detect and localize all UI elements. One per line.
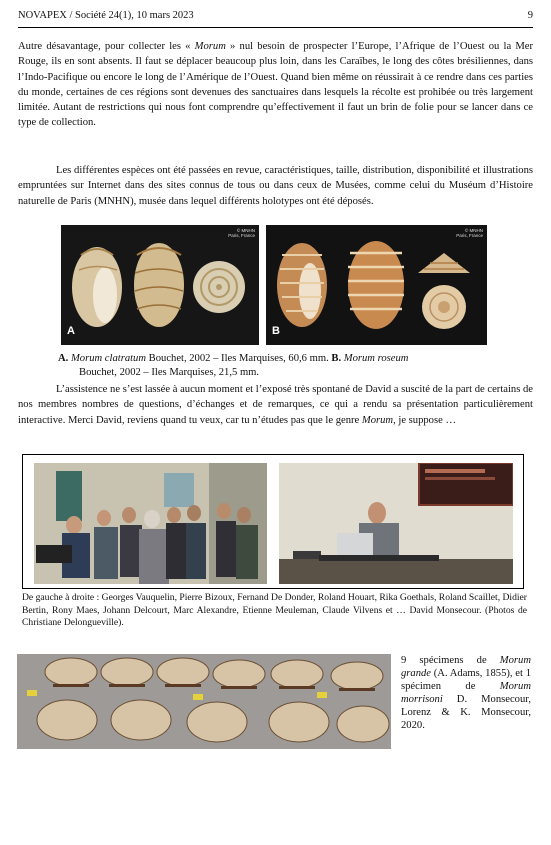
- shell-photo-a: [61, 225, 259, 345]
- shell-illustration-b: [266, 225, 487, 345]
- figure-label-b: B: [272, 325, 280, 337]
- audience-illustration: [34, 463, 267, 584]
- genus-name: Morum: [194, 41, 226, 52]
- page-number: 9: [527, 10, 533, 21]
- caption-marker-b: B.: [331, 353, 342, 364]
- speaker-photo: [279, 463, 513, 584]
- paragraph-collecting-difficulty: Autre désavantage, pour collecter les « Morum » nul besoin de prospecter l’Europe, l’Afrique de l’Ouest ou la Mer Rouge, ils en sont absents. Il faut se déplacer beaucoup plus loin, dans les Caraïbes, le long des côtes brésiliennes, dans l’Indo-Pacifique ou encore le long de l’Amérique de l’Ouest. Quand bien même on réussirait à ce rendre dans ces parties du monde, certaines de ces régions sont devenues des sanctuaires dans lesquels la récolte est prohibée ou très largement limitée. Autant de restrictions qui nous font comprendre qu’effectivement il faut un brin de folie pour se lancer dans ce type de collection.: [18, 41, 534, 129]
- copyright-b: © MNHN Paris, France: [456, 228, 483, 238]
- species-name-grande: Morum grande: [401, 655, 531, 679]
- paragraph-audience: L’assistence ne s’est lassée à aucun moment et l’exposé très spontané de David a suscité de la part de certains de nos membres nombres de questions, d’échanges et de remarques, ce qui a rendu sa présentation particulièrement interactive. Merci David, reviens quand tu veux, car tu n’études pas que le genre Morum, je suppose …: [18, 384, 533, 426]
- figure-label-a: A: [67, 325, 75, 337]
- morum-grande-photo: [17, 654, 391, 749]
- morum-grande-caption: 9 spécimens de Morum grande (A. Adams, 1855), et 1 spécimen de Morum morrisoni D. Monsecour, Lorenz & K. Monsecour, 2020.: [401, 655, 531, 731]
- species-name-morrisoni: Morum morrisoni: [401, 681, 531, 705]
- header-rule: [18, 27, 533, 28]
- shell-illustration-a: [61, 225, 259, 345]
- paragraph-species-review: Les différentes espèces ont été passées en revue, caractéristiques, taille, distribution, disponibilité et illustrations empruntées sur Internet dans des sites connus de tous ou dans ceux de Musées, comme celui du Muséum d’Histoire naturelle de Paris (MNHN), musée dans lequel différents holotypes ont été déposés.: [18, 165, 533, 207]
- journal-citation: NOVAPEX / Société 24(1), 10 mars 2023: [18, 10, 194, 21]
- shell-figure-caption: A. Morum clatratum Bouchet, 2002 – Iles Marquises, 60,6 mm. B. Morum roseum Bouchet, 2002 – Iles Marquises, 21,5 mm.: [58, 353, 409, 378]
- species-name-a: Morum clatratum: [70, 353, 147, 364]
- people-caption: De gauche à droite : Georges Vauquelin, Pierre Bizoux, Fernand De Donder, Roland Houart, Rika Goethals, Roland Scaillet, Didier Bertin, Rony Maes, Johann Delcourt, Marc Alexandre, Etienne Meuleman, Claude Vilvens et … David Monsecour. (Photos de Christiane Delongueville).: [22, 592, 527, 628]
- genus-name: Morum: [361, 414, 394, 426]
- species-name-b: Morum roseum: [343, 353, 409, 364]
- shell-photo-b: [266, 225, 487, 345]
- caption-marker-a: A.: [58, 353, 69, 364]
- copyright-a: © MNHN Paris, France: [228, 228, 255, 238]
- audience-photo: [34, 463, 267, 584]
- speaker-illustration: [279, 463, 513, 584]
- morum-grande-illustration: [17, 654, 391, 749]
